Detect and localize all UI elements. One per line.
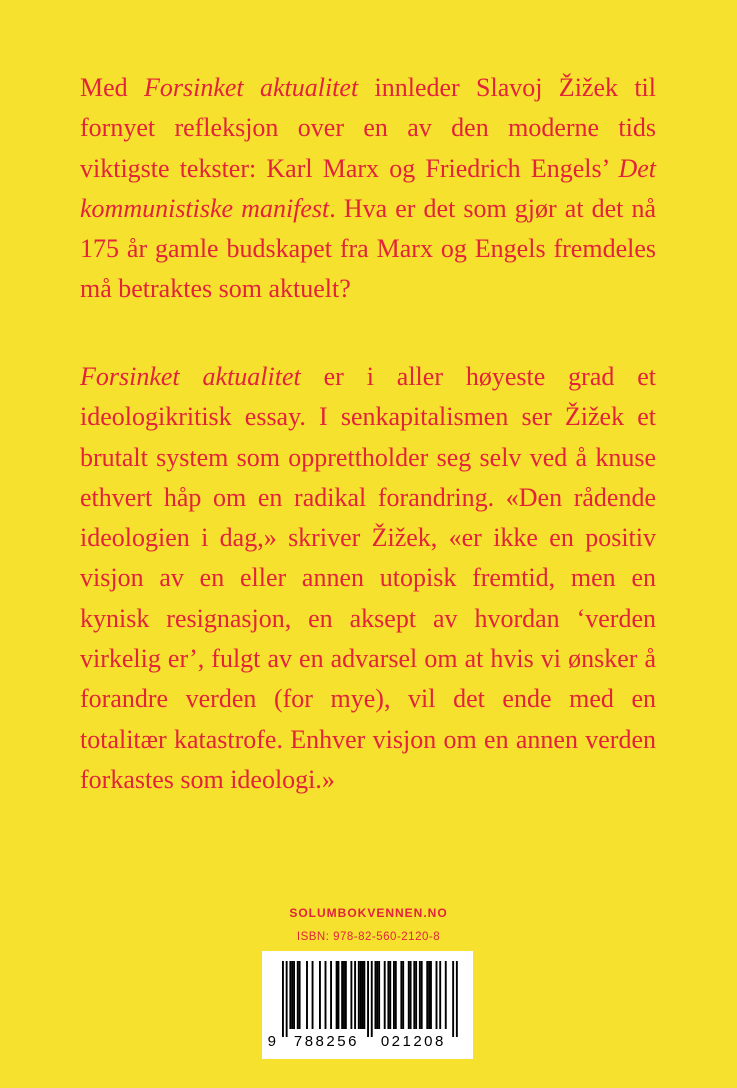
description-paragraph-1 [80,68,656,310]
barcode-bar [389,961,391,1029]
barcode-bar [362,961,364,1029]
barcode-bar [336,961,338,1029]
barcode-bar [413,961,415,1029]
barcode-bar [289,961,291,1029]
isbn-number: ISBN: 978-82-560-2120-8 [296,931,441,943]
barcode-bar [387,961,389,1029]
barcode-bar [428,961,430,1029]
barcode-bar [452,961,454,1037]
barcode-bar [408,961,410,1029]
barcode-bar [312,961,314,1029]
barcode-bar [319,961,321,1029]
barcode-bar [358,961,360,1029]
barcode-bar [299,961,301,1029]
barcode-bar [325,961,327,1029]
barcode [262,951,473,1059]
barcode-bar [343,961,345,1029]
barcode-bar [402,961,404,1029]
barcode-bar [306,961,308,1029]
barcode-bar [400,961,402,1029]
barcode-digits: 9 [267,1033,279,1050]
barcode-bar [376,961,378,1029]
barcode-graphic [262,951,473,1059]
book-title-italic-1: Forsinket aktualitet [144,73,359,102]
barcode-bar [430,961,432,1029]
barcode-bar [395,961,397,1029]
barcode-bar [293,961,295,1029]
barcode-bar [354,961,356,1029]
barcode-bar [384,961,386,1029]
barcode-bar [415,961,417,1029]
book-title-italic-2: Forsinket aktualitet [80,362,301,391]
description-paragraph-2 [80,357,656,800]
barcode-bar [338,961,340,1029]
barcode-bar [419,961,421,1029]
barcode-bar [410,961,412,1029]
barcode-bar [291,961,293,1029]
barcode-bar [282,961,284,1037]
barcode-bar [439,961,441,1029]
barcode-bar [421,961,423,1029]
barcode-bar [363,961,365,1029]
barcode-bar [371,961,373,1037]
barcode-bar [297,961,299,1029]
manifest-title-italic: Det kommunistiske manifest [80,153,656,223]
barcode-bar [436,961,438,1029]
para1-text-c: innleder Slavoj Žižek til fornyet refleksjon over en av den moderne tids viktigste tekster: Karl Marx og Friedrich Engels’ [80,73,656,183]
barcode-bar [360,961,362,1029]
barcode-bar [456,961,458,1037]
barcode-bar [426,961,428,1029]
barcode-digits: 788256 [293,1033,359,1050]
barcode-digits: 021208 [380,1033,446,1050]
barcode-bar [350,961,352,1029]
para1-text-e: . Hva er det som gjør at det nå 175 år gamle budskapet fra Marx og Engels fremdeles må betraktes som aktuelt? [80,193,657,304]
barcode-bar [378,961,380,1029]
barcode-bar [367,961,369,1037]
publisher-website: SOLUMBOKVENNEN.NO [289,906,448,920]
para1-text-a: Med [80,73,144,102]
barcode-bar [393,961,395,1029]
para2-text-b: er i aller høyeste grad et ideologikritisk essay. I senkapitalismen ser Žižek et brutalt system som opprettholder seg selv ved å knuse ethvert håp om en radikal forandring. «Den rådende ideologien i dag,» skriver Žižek, «er ikke en positiv visjon av en eller annen utopisk fremtid, men en kynisk resignasjon, en aksept av hvordan ‘verden virkelig er’, fulgt av en advarsel om at hvis vi ønsker å forandre verden (for mye), vil det ende med en totalitær katastrofe. Enhver visjon om en annen verden forkastes som ideologi.» [80,362,657,794]
publisher-footer [0,905,737,945]
barcode-bar [375,961,377,1029]
barcode-bar [341,961,343,1029]
barcode-bar [286,961,288,1037]
barcode-bar [330,961,332,1029]
barcode-bar [445,961,447,1029]
barcode-bar [345,961,347,1029]
